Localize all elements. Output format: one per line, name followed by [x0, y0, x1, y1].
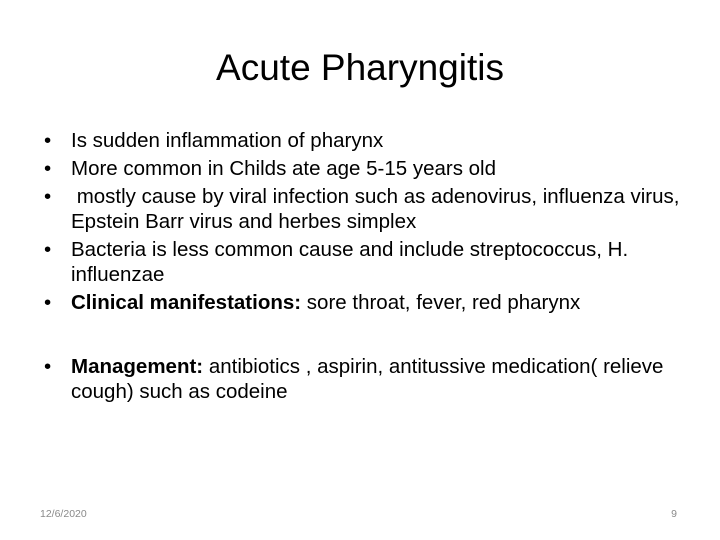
bullet-item [44, 237, 704, 287]
bullet-dot-icon: • [44, 238, 52, 261]
bullet-text: mostly cause by viral infection such as adenovirus, influenza virus, Epstein Barr virus and herbes simplex [71, 185, 686, 233]
bullet-item [44, 290, 704, 315]
bullet-item [44, 354, 704, 404]
bullet-text: sore throat, fever, red pharynx [301, 291, 581, 314]
bullet-lead: Clinical manifestations: [71, 291, 302, 314]
bullet-text: Is sudden inflammation of pharynx [71, 129, 384, 152]
bullet-text: More common in Childs ate age 5-15 years old [71, 157, 497, 180]
bullet-list [44, 128, 704, 407]
bullet-item [44, 156, 704, 181]
bullet-text: Bacteria is less common cause and include streptococcus, H. influenzae [71, 238, 629, 286]
bullet-dot-icon: • [44, 355, 52, 378]
bullet-dot-icon: • [44, 185, 52, 208]
bullet-dot-icon: • [44, 291, 52, 314]
bullet-text: antibiotics , aspirin, antitussive medication( relieve cough) such as codeine [71, 355, 664, 403]
bullet-dot-icon: • [44, 157, 52, 180]
bullet-item [44, 128, 704, 153]
footer-page-number: 9 [671, 508, 677, 520]
bullet-dot-icon: • [44, 129, 52, 152]
bullet-item [44, 184, 704, 234]
bullet-lead: Management: [71, 355, 204, 378]
footer-date: 12/6/2020 [40, 508, 87, 520]
slide-title: Acute Pharyngitis [216, 47, 504, 88]
